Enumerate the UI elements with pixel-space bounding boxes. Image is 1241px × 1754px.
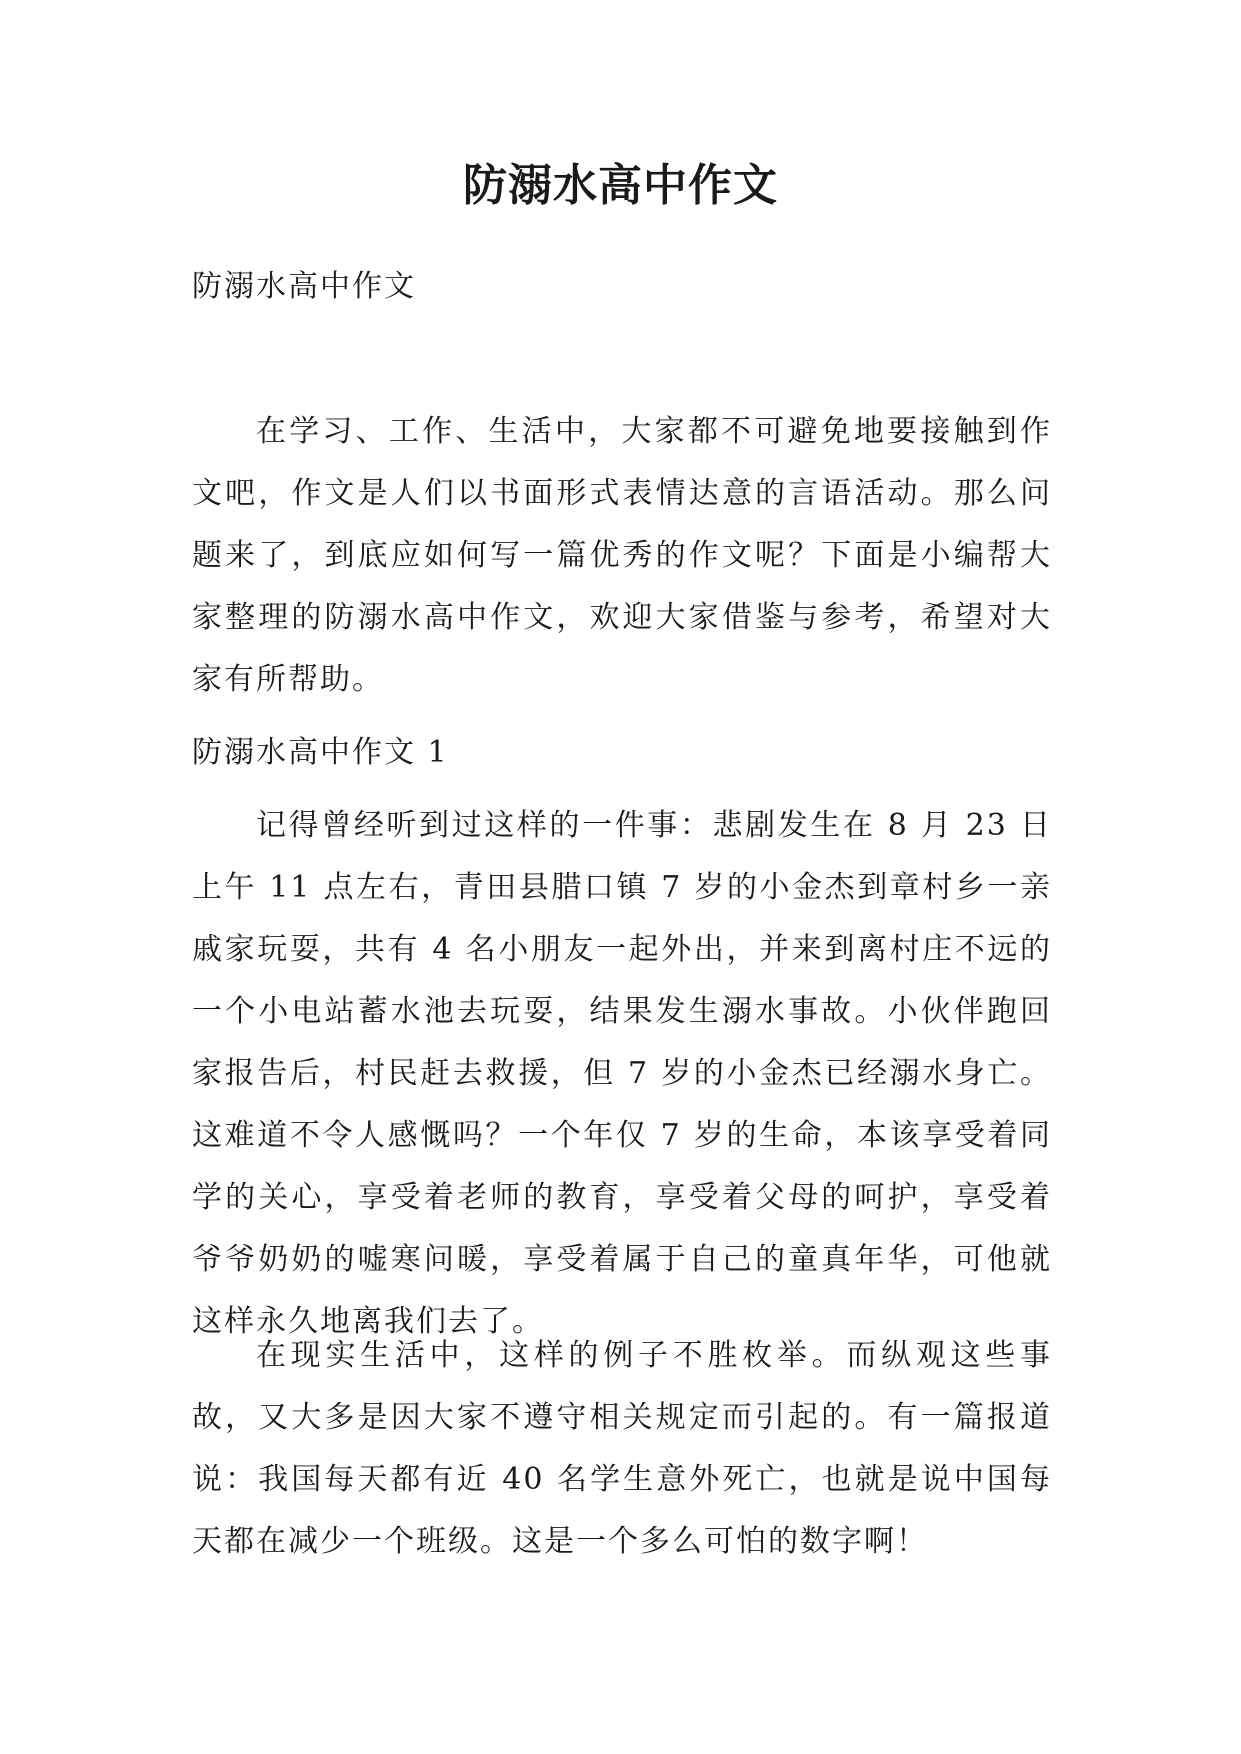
intro-paragraph: 在学习、工作、生活中，大家都不可避免地要接触到作文吧，作文是人们以书面形式表情达意的言语活动。那么问题来了，到底应如何写一篇优秀的作文呢？下面是小编帮大家整理的防溺水高中作文，欢迎大家借鉴与参考，希望对大家有所帮助。	[192, 414, 1052, 697]
document-title: 防溺水高中作文	[463, 160, 778, 211]
document-subtitle: 防溺水高中作文	[192, 269, 416, 304]
body-paragraph: 在现实生活中，这样的例子不胜枚举。而纵观这些事故，又大多是因大家不遵守相关规定而引起的。有一篇报道说：我国每天都有近 40 名学生意外死亡，也就是说中国每天都在减少一个班级。这是一个多么可怕的数字啊！	[192, 1338, 1052, 1559]
section-heading: 防溺水高中作文 1	[192, 735, 449, 770]
body-paragraph: 记得曾经听到过这样的一件事：悲剧发生在 8 月 23 日上午 11 点左右，青田县腊口镇 7 岁的小金杰到章村乡一亲戚家玩耍，共有 4 名小朋友一起外出，并来到离村庄不远的一个小电站蓄水池去玩耍，结果发生溺水事故。小伙伴跑回家报告后，村民赶去救援，但 7 岁的小金杰已经溺水身亡。这难道不令人感慨吗？一个年仅 7 岁的生命，本该享受着同学的关心，享受着老师的教育，享受着父母的呵护，享受着爷爷奶奶的嘘寒问暖，享受着属于自己的童真年华，可他就这样永久地离我们去了。	[192, 808, 1052, 1339]
